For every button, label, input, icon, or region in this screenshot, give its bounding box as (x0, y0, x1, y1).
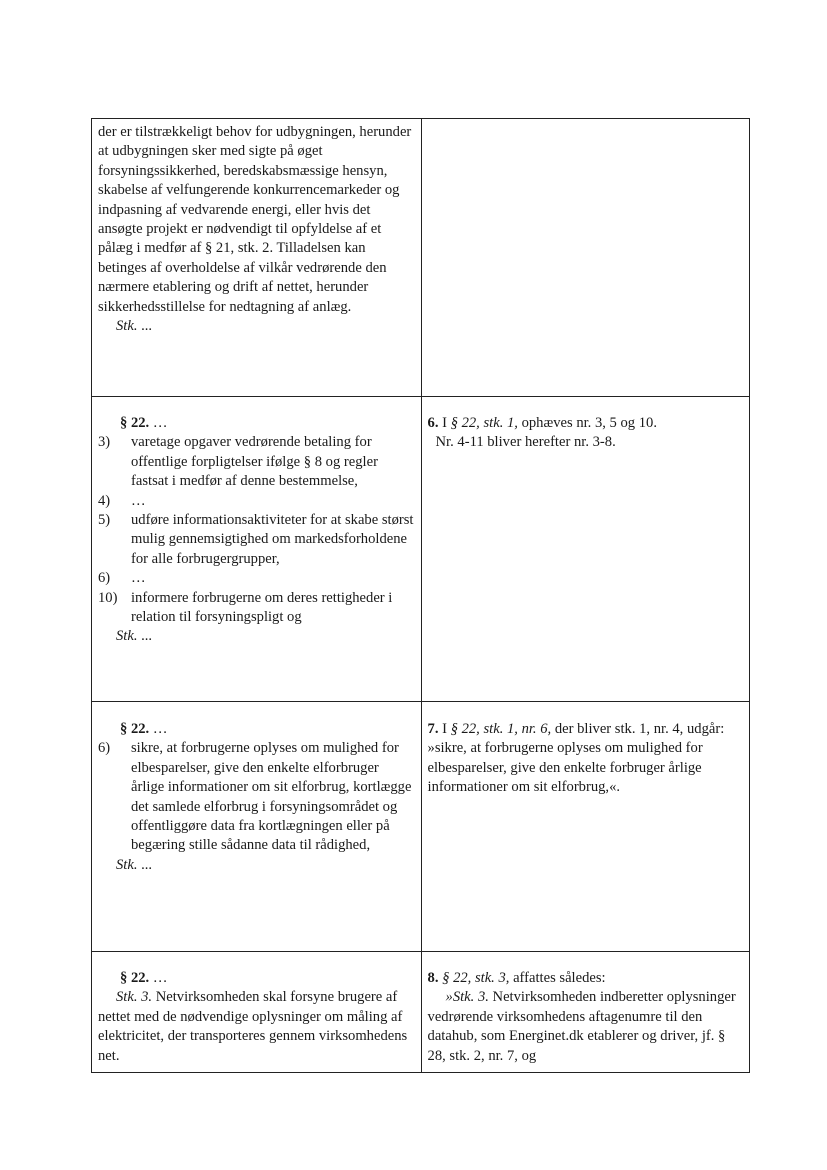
item-text: varetage opgaver vedrørende betaling for offentlige forpligtelser ifølge § 8 og regler fastsat i medfør af denne bestemmelse, (131, 434, 378, 490)
section-ellipsis: … (149, 970, 168, 986)
stk-ellipsis: ... (137, 318, 153, 335)
list-item (98, 569, 415, 588)
section-label: § 22. (120, 721, 150, 737)
stk-label: Stk. (116, 628, 138, 645)
section-ellipsis: … (149, 721, 168, 737)
current-law-cell (92, 702, 422, 952)
amendment-pre: I (438, 721, 451, 737)
item-number: 6) (98, 570, 111, 587)
amendment-post: affattes således: (509, 970, 606, 986)
item-number: 4) (98, 492, 111, 509)
stk-ellipsis: ... (137, 628, 153, 645)
amendment-text (428, 720, 743, 798)
amendment-number: 8. (427, 970, 439, 986)
list-item (98, 492, 415, 511)
amendment-quote (428, 988, 743, 1066)
stk-label: Stk. (116, 318, 138, 335)
section-heading (98, 720, 415, 739)
item-text: … (131, 570, 146, 587)
amendment-cell (421, 702, 749, 952)
table-row (92, 702, 750, 952)
item-number: 3) (98, 434, 111, 451)
amendment-number: 7. (427, 721, 439, 737)
amendment-comparison-table (91, 118, 750, 1073)
item-number: 5) (98, 512, 111, 529)
amendment-post: ophæves nr. 3, 5 og 10. (517, 415, 657, 431)
item-number: 10) (98, 589, 118, 606)
list-item (98, 511, 415, 569)
item-list (98, 739, 415, 855)
section-heading (98, 969, 415, 988)
amendment-pre: I (438, 415, 451, 431)
amendment-note: Nr. 4-11 bliver herefter nr. 3-8. (435, 434, 616, 451)
amendment-text (428, 414, 743, 433)
current-law-cell (92, 952, 422, 1073)
stk-text: Netvirksomheden skal forsyne brugere af nettet med de nødvendige oplysninger om måling af elektricitet, der transporteres gennem virksomhedens net. (98, 989, 408, 1064)
section-label: § 22. (120, 415, 150, 431)
item-text: udføre informationsaktiviteter for at skabe størst mulig gennemsigtighed om markedsforholdene for alle forbrugergrupper, (131, 512, 414, 567)
item-text: … (131, 492, 146, 509)
item-text: informere forbrugerne om deres rettigheder i relation til forsyningspligt og (131, 589, 393, 626)
law-text-paragraph: der er tilstrækkeligt behov for udbygningen, herunder at udbygningen sker med sigte på øget forsyningssikkerhed, beredskabsmæssige hensyn, skabelse af velfungerende konkurrencemarkeder og indpasning af vedvarende energi, eller hvis det ansøgte projekt er nødvendigt til opfyldelse af et pålæg i medfør af § 21, stk. 2. Tilladelsen kan betinges af overholdelse af vilkår vedrørende den nærmere etablering og drift af nettet, herunder sikkerhedsstillelse for nedtagning af anlæg. (98, 124, 412, 315)
item-number: 6) (98, 740, 111, 757)
list-item (98, 739, 415, 855)
stk-label: Stk. 3. (116, 989, 153, 1006)
item-list (98, 433, 415, 627)
amendment-cell (421, 397, 749, 702)
quote-text: Netvirksomheden indberetter oplysninger vedrørende virksomhedens aftagenumre til den datahub, som Energinet.dk etablerer og driver, jf. § 28, stk. 2, nr. 7, og (427, 989, 736, 1064)
quote-open: » (445, 989, 453, 1006)
amendment-post: der bliver stk. 1, nr. 4, udgår: »sikre, at forbrugerne oplyses om mulighed for elbesparelser, give den enkelte forbruger årlige informationer om sit elforbrug,«. (427, 721, 725, 796)
amendment-reference: § 22, stk. 3, (442, 970, 510, 986)
section-ellipsis: … (149, 415, 168, 431)
table-row (92, 397, 750, 702)
amendment-number: 6. (427, 415, 439, 431)
amendment-cell (421, 952, 749, 1073)
list-item (98, 433, 415, 491)
stk-line (98, 856, 415, 875)
list-item (98, 589, 415, 628)
stk-paragraph (98, 988, 415, 1066)
current-law-cell (92, 119, 422, 397)
amendment-text (428, 969, 743, 988)
section-label: § 22. (120, 970, 150, 986)
amendment-reference: § 22, stk. 1, nr. 6, (450, 721, 552, 737)
table-row (92, 119, 750, 397)
section-heading (98, 414, 415, 433)
amendment-reference: § 22, stk. 1, (450, 415, 518, 431)
stk-ellipsis: ... (137, 856, 153, 873)
amendment-cell (421, 119, 749, 397)
table-row (92, 952, 750, 1073)
stk-line (98, 627, 415, 646)
stk-label: Stk. (116, 856, 138, 873)
item-text: sikre, at forbrugerne oplyses om mulighed for elbesparelser, give den enkelte elforbruger årlige informationer om sit elforbrug, kortlægge det samlede elforbrug i forsyningsområdet og offentliggøre data fra kortlægningen eller på begæring stille sådanne data til rådighed, (131, 740, 412, 854)
current-law-cell (92, 397, 422, 702)
quote-stk-label: Stk. 3. (452, 989, 489, 1006)
stk-line (98, 317, 415, 336)
